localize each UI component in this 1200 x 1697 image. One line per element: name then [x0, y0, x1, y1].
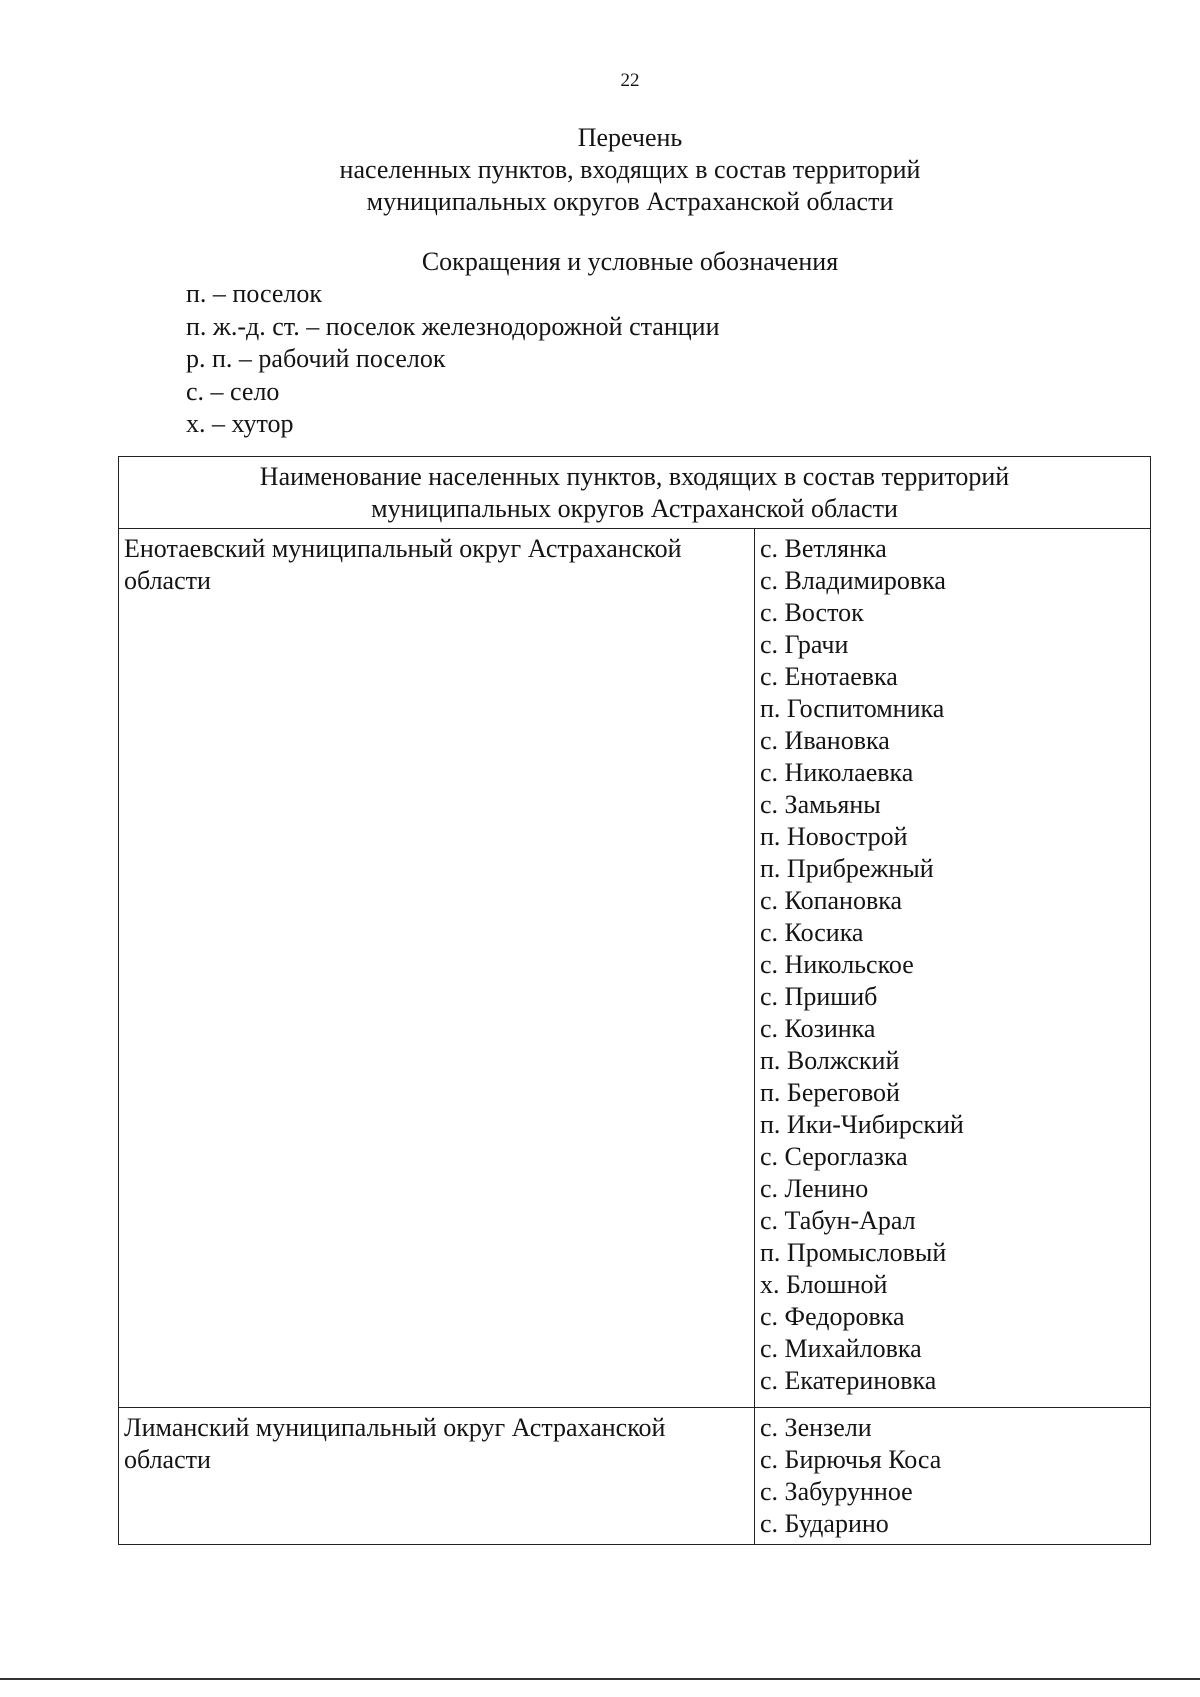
list-item: п. Волжский — [760, 1046, 900, 1075]
list-item: с. Федоровка — [760, 1302, 905, 1331]
list-item: с. Ивановка — [760, 726, 890, 755]
list-item: х. Блошной — [760, 1270, 888, 1299]
table-header-line-2: муниципальных округов Астраханской области — [371, 494, 898, 523]
list-item: с. Пришиб — [760, 982, 878, 1011]
list-item: п. Госпитомника — [760, 694, 945, 723]
list-item: с. Владимировка — [760, 566, 946, 595]
abbreviation-item: п. – поселок — [186, 279, 322, 308]
list-item: с. Михайловка — [760, 1334, 922, 1363]
list-item: с. Забурунное — [760, 1477, 913, 1506]
abbreviation-item: с. – село — [186, 376, 280, 406]
district-name: Енотаевский муниципальный округ Астраханской области — [119, 529, 755, 1408]
title-line-1: Перечень — [577, 123, 683, 152]
district-name: Лиманский муниципальный округ Астраханской области — [119, 1408, 755, 1545]
table-row — [119, 529, 1151, 1408]
list-item: с. Косика — [760, 918, 864, 947]
abbreviations-list — [186, 278, 720, 441]
list-item: с. Зензели — [760, 1413, 872, 1442]
list-item: с. Сероглазка — [760, 1142, 908, 1171]
page-number: 22 — [620, 70, 640, 91]
settlements-cell — [755, 1408, 1151, 1545]
settlement-list — [760, 533, 1144, 1397]
list-item: с. Бударино — [760, 1509, 889, 1538]
abbreviation-item: р. п. – рабочий поселок — [186, 344, 446, 373]
table-header-row — [119, 457, 1151, 529]
list-item: с. Копановка — [760, 886, 903, 915]
list-item: п. Береговой — [760, 1078, 900, 1107]
abbreviation-item: х. – хутор — [186, 409, 294, 438]
list-item: п. Промысловый — [760, 1238, 947, 1267]
list-item: с. Бирючья Коса — [760, 1445, 942, 1474]
settlements-cell — [755, 529, 1151, 1408]
table-row — [119, 1408, 1151, 1545]
list-item: с. Козинка — [760, 1014, 876, 1043]
list-item: п. Новострой — [760, 822, 908, 851]
list-item: с. Замьяны — [760, 790, 881, 819]
table-header — [119, 457, 1151, 529]
list-item: с. Табун-Арал — [760, 1206, 916, 1235]
list-item: п. Ики-Чибирский — [760, 1110, 964, 1139]
list-item: с. Ленино — [760, 1174, 869, 1203]
list-item: с. Ветлянка — [760, 534, 887, 563]
footer-divider — [0, 1678, 1200, 1680]
list-item: с. Грачи — [760, 630, 849, 659]
list-item: с. Енотаевка — [760, 662, 898, 691]
title-line-2: населенных пунктов, входящих в состав территорий — [339, 155, 921, 184]
settlement-list — [760, 1412, 1144, 1540]
title-line-3: муниципальных округов Астраханской области — [366, 187, 894, 216]
abbreviations-heading: Сокращения и условные обозначения — [421, 247, 839, 276]
list-item: с. Восток — [760, 598, 864, 627]
document-title — [0, 122, 1200, 218]
list-item: с. Екатериновка — [760, 1366, 937, 1395]
settlements-table — [118, 456, 1151, 1545]
abbreviation-item: п. ж.-д. ст. – поселок железнодорожной станции — [186, 311, 720, 341]
list-item: с. Никольское — [760, 950, 914, 979]
list-item: с. Николаевка — [760, 758, 914, 787]
list-item: п. Прибрежный — [760, 854, 934, 883]
table-header-line-1: Наименование населенных пунктов, входящих в состав территорий — [259, 462, 1010, 491]
